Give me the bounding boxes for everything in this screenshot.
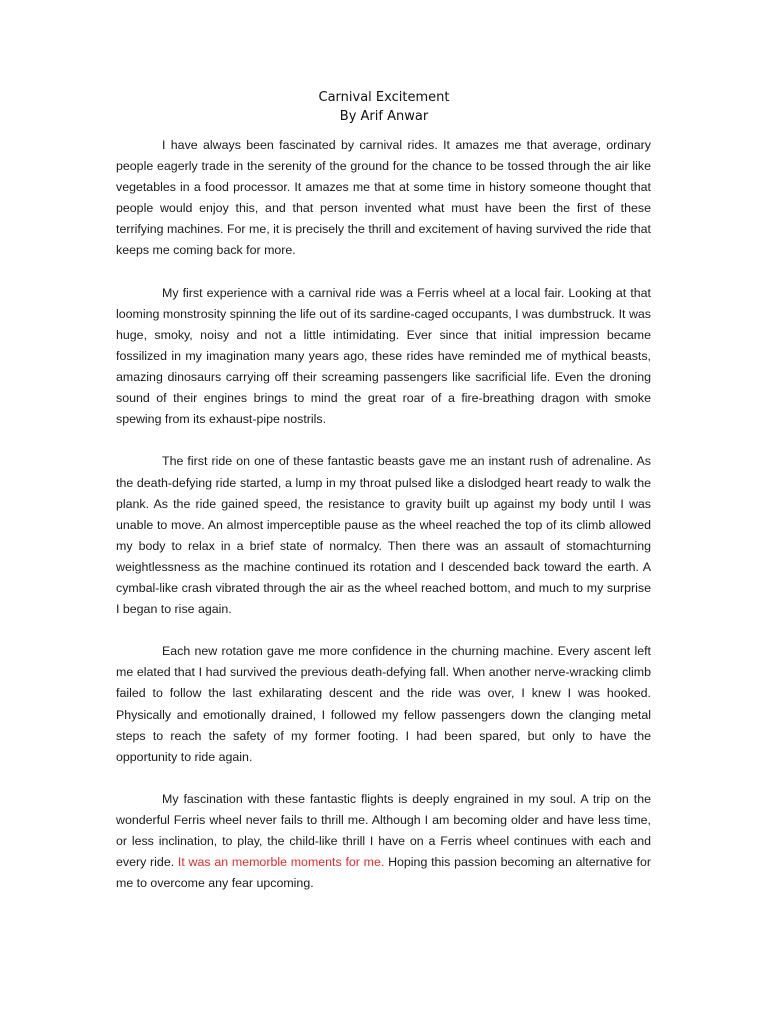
paragraph-3: The first ride on one of these fantastic beasts gave me an instant rush of adrenaline. As the death-defying ride started, a lump in my throat pulsed like a dislodged heart ready to walk the plank. As the ride gained speed, the resistance to gravity built up against my body until I was unable to move. An almost imperceptible pause as the wheel reached the top of its climb allowed my body to relax in a brief state of normalcy. Then there was an assault of stomachturning weightlessness as the machine continued its rotation and I descended back toward the earth. A cymbal-like crash vibrated through the air as the wheel reached bottom, and much to my surprise I began to rise again. xyxy=(116,454,651,617)
paragraph-5 xyxy=(116,789,651,894)
paragraph-5-text-after: Hoping this passion becoming an alternative for me to overcome any fear upcoming. xyxy=(116,855,651,891)
document-author: By Arif Anwar xyxy=(339,109,429,124)
highlighted-sentence: It was an memorble moments for me. xyxy=(177,855,385,870)
paragraph-2: My first experience with a carnival ride was a Ferris wheel at a local fair. Looking at that looming monstrosity spinning the life out of its sardine-caged occupants, I was dumbstruck. It was huge, smoky, noisy and not a little intimidating. Ever since that initial impression became fossilized in my imagination many years ago, these rides have reminded me of mythical beasts, amazing dinosaurs carrying off their screaming passengers like sacrificial life. Even the droning sound of their engines brings to mind the great roar of a fire-breathing dragon with smoke spewing from its exhaust-pipe nostrils. xyxy=(116,285,651,427)
paragraph-1: I have always been fascinated by carnival rides. It amazes me that average, ordinary people eagerly trade in the serenity of the ground for the chance to be tossed through the air like vegetables in a food processor. It amazes me that at some time in history someone thought that people would enjoy this, and that person invented what must have been the first of these terrifying machines. For me, it is precisely the thrill and excitement of having survived the ride that keeps me coming back for more. xyxy=(116,138,651,258)
title-block xyxy=(0,88,768,126)
document-body xyxy=(116,135,651,915)
paragraph-5-text-before: My fascination with these fantastic flights is deeply engrained in my soul. A trip on the wonderful Ferris wheel never fails to thrill me. Although I am becoming older and have less time, or less inclination, to play, the child-like thrill I have on a Ferris wheel continues with each and every ride. xyxy=(116,791,651,870)
paragraph-4: Each new rotation gave me more confidence in the churning machine. Every ascent left me elated that I had survived the previous death-defying fall. When another nerve-wracking climb failed to follow the last exhilarating descent and the ride was over, I knew I was hooked. Physically and emotionally drained, I followed my fellow passengers down the clanging metal steps to reach the safety of my former footing. I had been spared, but only to have the opportunity to ride again. xyxy=(116,644,651,764)
document-title: Carnival Excitement xyxy=(318,90,450,105)
